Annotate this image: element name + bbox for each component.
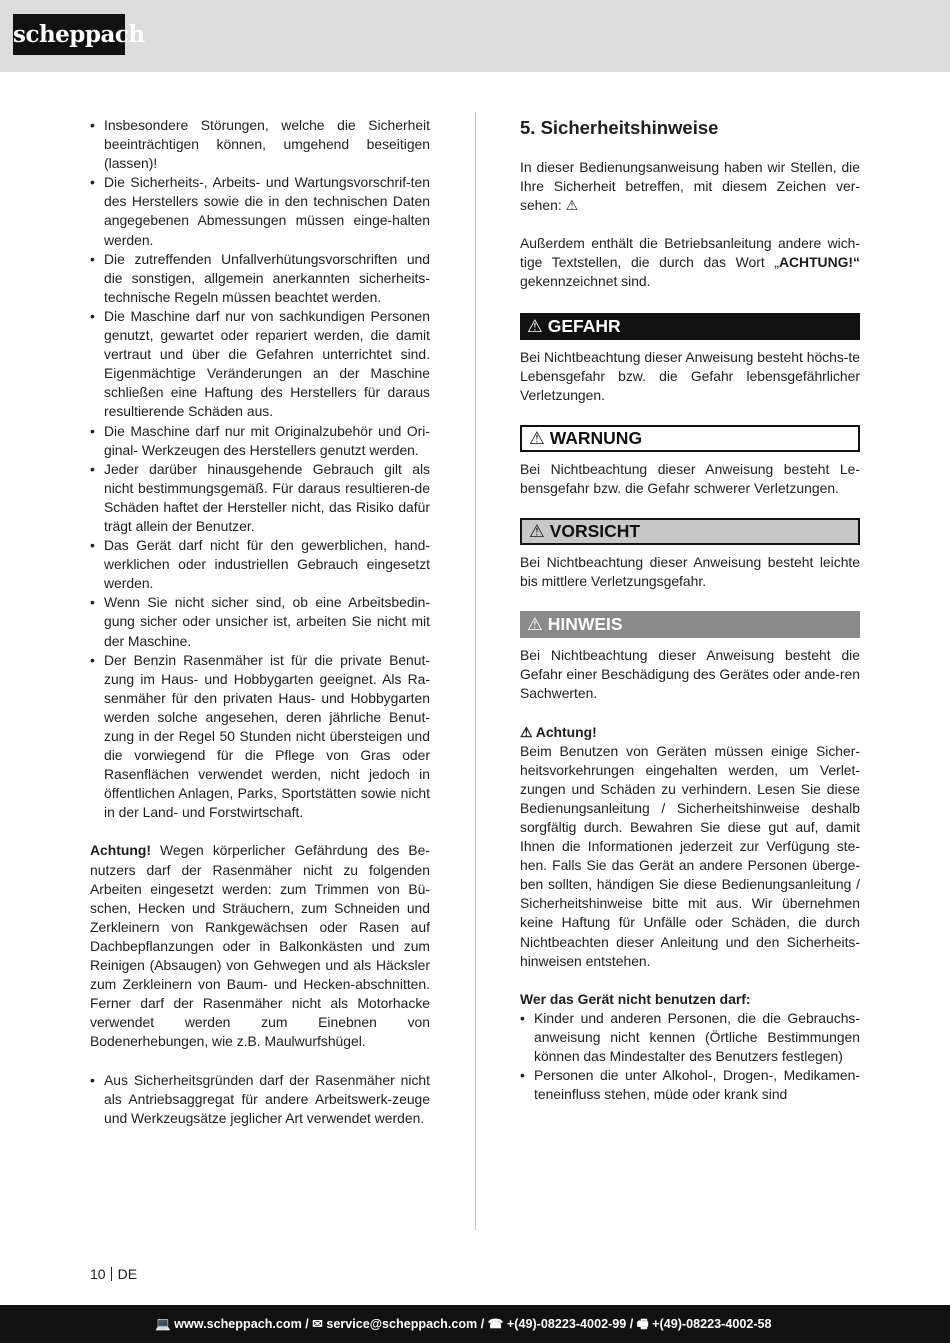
page-header — [0, 0, 950, 72]
warning-text: Bei Nichtbeachtung dieser Anweisung besteht Le-bensgefahr bzw. die Gefahr schwerer Verletzungen. — [520, 460, 860, 496]
list-item: • Die zutreffenden Unfallverhütungsvorschriften und die sonstigen, allgemein anerkannten sicherheits-technische Regeln müssen beachtet werden. — [90, 250, 430, 307]
bullet-list-2 — [90, 1071, 430, 1128]
list-item: • Die Maschine darf nur von sachkundigen Personen genutzt, gewartet oder repariert werden, die damit vertraut und über die Gefahren unterrichtet sind. Eigenmächtige Veränderungen an der Maschine schließen eine Haftung des Herstellers für daraus resultierende Schäden aus. — [90, 307, 430, 422]
attention-paragraph — [90, 841, 430, 1051]
warning-icon: ⚠ — [527, 614, 543, 635]
list-item: • Jeder darüber hinausgehende Gebrauch gilt als nicht bestimmungsgemäß. Für daraus resultieren-de Schäden haftet der Hersteller nicht, das Risiko dafür trägt allein der Benutzer. — [90, 460, 430, 536]
list-item: • Der Benzin Rasenmäher ist für die private Benut-zung im Haus- und Hobbygarten geeignet. Als Ra-senmäher für den privaten Haus- und Hobbygarten werden solche angesehen, deren jährliche Benut-zung in der Regel 50 Stunden nicht übersteigen und die vorwiegend für die Pflege von Gras oder Rasenflächen verwendet werden, nicht jedoch in öffentlichen Anlagen, Parks, Sportstätten sowie nicht in der Land- und Forstwirtschaft. — [90, 651, 430, 823]
list-item: • Kinder und anderen Personen, die die Gebrauchs-anweisung nicht kennen (Örtliche Bestimmungen können das Mindestalter des Benutzers festlegen) — [520, 1009, 860, 1066]
scheppach-logo: scheppach — [13, 14, 125, 55]
section-title: 5. Sicherheitshinweise — [520, 117, 719, 138]
warning-icon: ⚠ — [529, 521, 545, 542]
list-item: • Das Gerät darf nicht für den gewerblichen, hand-werklichen oder industriellen Gebrauch eingesetzt werden. — [90, 536, 430, 593]
warning-label: WARNUNG — [549, 427, 643, 448]
list-item: • Die Maschine darf nur mit Originalzubehör und Ori-ginal- Werkzeugen des Herstellers genutzt werden. — [90, 422, 430, 460]
not-use-heading: Wer das Gerät nicht benutzen darf: — [520, 990, 751, 1007]
notice-box — [520, 611, 860, 638]
intro-paragraph: In dieser Bedienungsanweisung haben wir Stellen, die Ihre Sicherheit betreffen, mit diesem Zeichen ver-sehen: ⚠ — [520, 159, 860, 214]
list-item: • Personen die unter Alkohol-, Drogen-, Medikamen-teneinfluss stehen, müde oder krank sind — [520, 1066, 860, 1104]
left-column — [90, 116, 430, 1128]
caution-box — [520, 518, 860, 545]
danger-text: Bei Nichtbeachtung dieser Anweisung besteht höchs-te Lebensgefahr bzw. die Gefahr lebensgefährlicher Verletzungen. — [520, 348, 860, 403]
warning-icon: ⚠ — [529, 427, 545, 448]
footer-contact: 💻 www.scheppach.com / ✉ service@scheppach.com / ☎ +(49)-08223-4002-99 / 🖷 +(49)-08223-4002-58 — [155, 1317, 772, 1331]
attention-text: Wegen körperlicher Gefährdung des Be-nutzers darf der Rasenmäher nicht zu folgenden Arbeiten eingesetzt werden: zum Trimmen von Bü-schen, Hecken und Sträuchern, zum Schneiden und Zerkleinern von Rankgewächsen oder Rasen auf Dachbepflanzungen oder in Balkonkästen und zum Reinigen (Absaugen) von Gehwegen und als Häcksler zum Zerkleinern von Baum- und Hecken-abschnitten. Ferner darf der Rasenmäher nicht als Motorhacke verwendet werden zum Einebnen von Bodenerhebungen, wie z.B. Maulwurfshügel. — [90, 842, 430, 1050]
danger-box — [520, 313, 860, 340]
bullet-list-1 — [90, 116, 430, 822]
page-footer — [0, 1305, 950, 1343]
warning-box — [520, 425, 860, 452]
intro2-paragraph: Außerdem enthält die Betriebsanleitung andere wich-tige Textstellen, die durch das Wort „ACHTUNG!“ gekennzeichnet sind. — [520, 235, 860, 290]
attention-label: Achtung! — [90, 842, 151, 859]
list-item: • Insbesondere Störungen, welche die Sicherheit beeinträchtigen können, umgehend beseitigen (lassen)! — [90, 116, 430, 173]
not-use-list — [520, 1009, 860, 1104]
danger-label: GEFAHR — [547, 315, 621, 336]
achtung-heading: ⚠ Achtung! — [520, 723, 597, 740]
list-item: • Aus Sicherheitsgründen darf der Rasenmäher nicht als Antriebsaggregat für andere Arbeitswerk-zeuge und Werkzeugsätze jeglicher Art verwendet werden. — [90, 1071, 430, 1128]
caution-label: VORSICHT — [549, 521, 641, 542]
notice-text: Bei Nichtbeachtung dieser Anweisung besteht die Gefahr einer Beschädigung des Gerätes oder ande-ren Sachwerten. — [520, 647, 860, 702]
column-divider — [475, 112, 476, 1230]
list-item: • Die Sicherheits-, Arbeits- und Wartungsvorschrif-ten des Herstellers sowie die in den technischen Daten angegebenen Abmessungen müssen einge-halten werden. — [90, 173, 430, 249]
caution-text: Bei Nichtbeachtung dieser Anweisung besteht leichte bis mittlere Verletzungsgefahr. — [520, 554, 860, 590]
right-column — [520, 116, 860, 1104]
page-number: 10 DE — [90, 1266, 138, 1282]
notice-label: HINWEIS — [547, 614, 623, 635]
list-item: • Wenn Sie nicht sicher sind, ob eine Arbeitsbedin-gung sicher oder unsicher ist, arbeiten Sie nicht mit der Maschine. — [90, 593, 430, 650]
achtung-text: Beim Benutzen von Geräten müssen einige Sicher-heitsvorkehrungen eingehalten werden, um Verlet-zungen und Schäden zu verhindern. Lesen Sie diese Bedienungsanleitung / Sicherheitshinweise deshalb sorgfältig durch. Bewahren Sie diese gut auf, damit Ihnen die Informationen jederzeit zur Verfügung ste-hen. Falls Sie das Gerät an andere Personen überge-ben sollten, händigen Sie diese Bedienungsanleitung / Sicherheitshinweise bitte mit aus. Wir übernehmen keine Haftung für Unfälle oder Schäden, die durch Nichtbeachten dieser Anleitung und den Sicherheits-hinweisen entstehen. — [520, 742, 860, 969]
warning-icon: ⚠ — [527, 315, 543, 336]
